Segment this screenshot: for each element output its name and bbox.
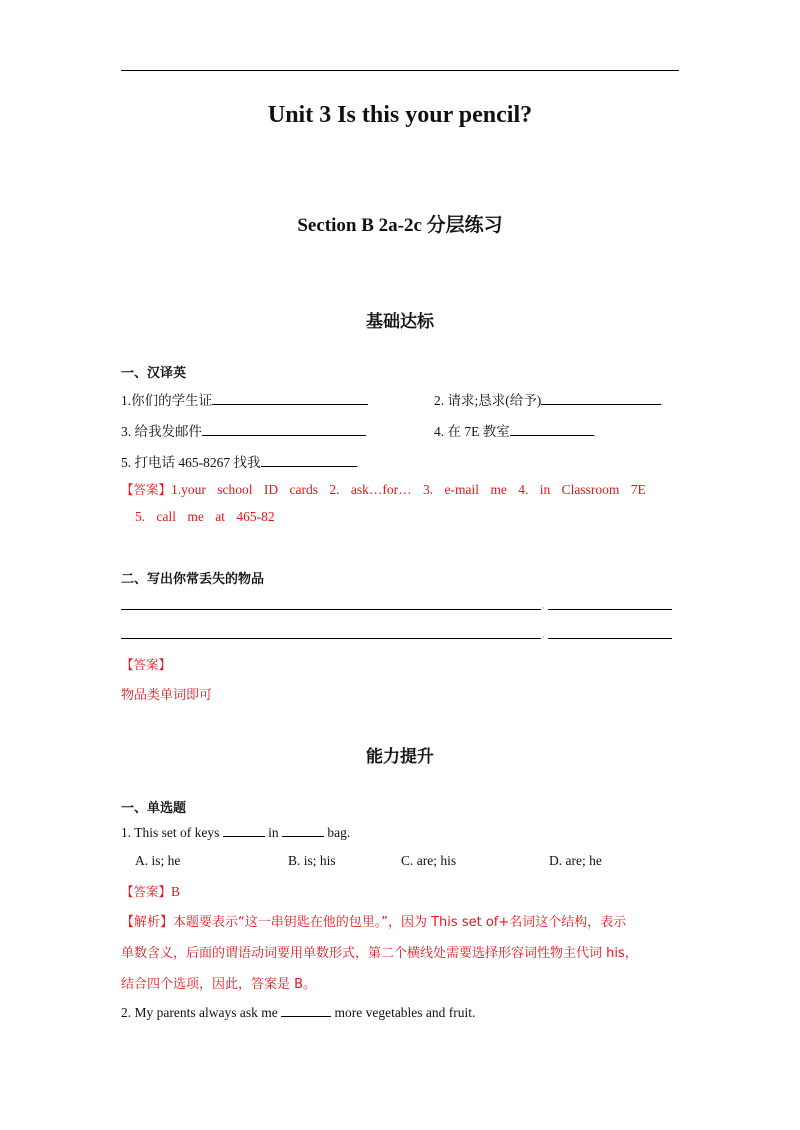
option-b[interactable]: B. is; his [288,853,336,868]
translate-item-2: 2. 请求;恳求(给予) . [434,393,664,408]
option-d[interactable]: D. are; he [549,853,602,868]
question-1-stem-c: bag. [327,825,351,840]
translate-item-4-text: 4. 在 7E 教室 [434,424,510,439]
translate-item-5: 5. 打电话 465-8267 找我 . [121,455,359,470]
answer-blank[interactable] [541,392,661,405]
translate-item-3 [121,420,366,440]
translate-item-4: 4. 在 7E 教室 . [434,424,596,439]
answer-blank[interactable] [510,423,594,436]
translate-item-2-text: 2. 请求;恳求(给予) [434,393,542,408]
answer-translate-line1: 1.your school ID cards 2. ask…for… 3. e-mail me 4. in Classroom 7E [171,482,646,497]
analysis-line-1: 本题要表示“这一串钥匙在他的包里。”，因为 This set of+名词这个结构，表示 [173,915,627,930]
writing-line[interactable] [548,638,672,639]
answer-question-1-value: B [171,884,181,899]
question-1-stem-b: in [268,825,279,840]
answer-tag: 【答案】 [121,657,172,672]
question-2 [121,1004,475,1021]
section-heading-lost-items: 二、写出你常丢失的物品 [121,572,265,587]
answer-lost-items-tag [121,655,171,673]
question-1 [121,824,350,841]
answer-blank[interactable] [261,454,357,467]
question-2-stem-a: 2. My parents always ask me [121,1005,278,1020]
answer-blank[interactable] [223,824,265,837]
level-title-advanced: 能力提升 [366,747,434,767]
answer-question-1 [121,882,180,900]
answer-blank[interactable] [281,1004,331,1017]
section-heading-choice: 一、单选题 [121,801,187,816]
answer-translate [121,480,646,498]
answer-tag: 【答案】 [121,884,172,899]
answer-translate-line2 [135,509,275,525]
answer-tag: 【答案】 [121,482,172,497]
analysis-tag: 【解析】 [121,915,174,930]
level-title-basic: 基础达标 [366,312,434,332]
translate-item-1-text: 1.你们的学生证 [121,393,213,408]
analysis-line-3: 结合四个选项，因此，答案是 B。 [121,977,317,992]
analysis-line-2: 单数含义，后面的谓语动词要用单数形式，第二个横线处需要选择形容词性物主代词 his， [121,946,638,961]
translate-item-1 [121,389,368,409]
analysis-question-1 [121,911,626,930]
translate-item-5-text: 5. 打电话 465-8267 找我 [121,455,261,470]
question-2-stem-b: more vegetables and fruit. [334,1005,476,1020]
option-a[interactable]: A. is; he [135,853,181,868]
answer-blank[interactable] [282,824,324,837]
answer-blank[interactable] [202,423,366,436]
section-heading-translate: 一、汉译英 [121,366,187,381]
page-subtitle: Section B 2a-2c 分层练习 [297,215,503,236]
question-1-stem-a: 1. This set of keys [121,825,220,840]
header-rule [121,70,679,71]
answer-translate-line2-text: 5. call me at 465-82 [135,509,275,524]
writing-line[interactable] [548,609,672,610]
writing-line[interactable] [121,609,541,610]
writing-line[interactable] [121,638,541,639]
page-title: Unit 3 Is this your pencil? [267,102,533,128]
answer-lost-items: 物品类单词即可 [121,688,213,703]
answer-blank[interactable] [212,392,368,405]
option-c[interactable]: C. are; his [401,853,457,868]
translate-item-3-text: 3. 给我发邮件 [121,424,202,439]
